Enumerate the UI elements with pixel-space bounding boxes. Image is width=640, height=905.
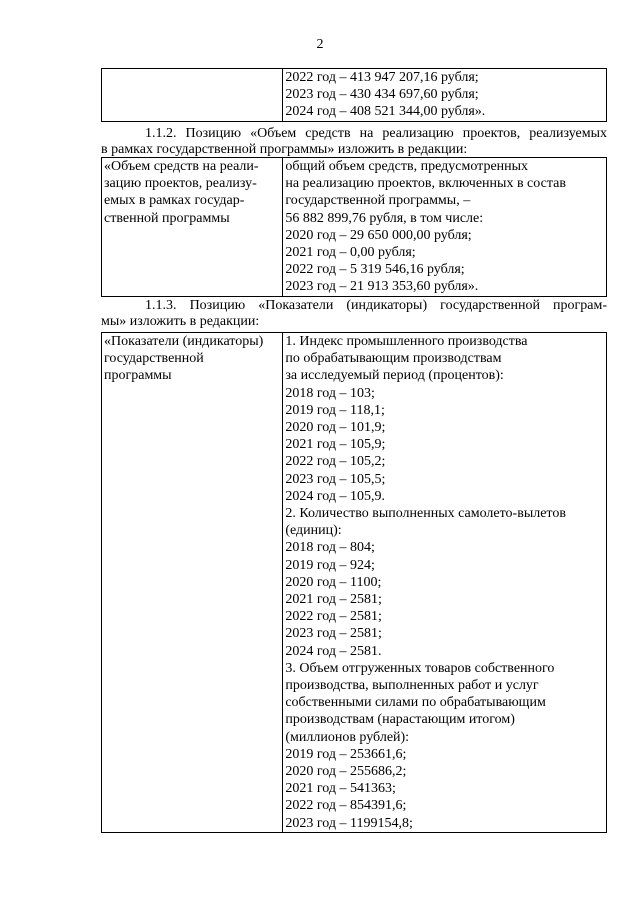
table-cell-value [283, 333, 607, 833]
cell-line: 1. Индекс промышленного производства [285, 334, 528, 349]
cell-line: 2023 год – 105,5; [285, 471, 386, 487]
cell-line: 2022 год – 854391,6; [285, 798, 407, 814]
cell-line: государственной [104, 351, 204, 367]
cell-line: за исследуемый период (процентов): [285, 368, 504, 384]
cell-line: 2024 год – 2581. [285, 643, 382, 659]
table-row [102, 333, 607, 833]
cell-line: собственными силами по обрабатывающим [285, 695, 546, 711]
cell-line: 2020 год – 29 650 000,00 рубля; [285, 227, 472, 243]
table-cell-value [283, 158, 607, 297]
cell-line: 56 882 899,76 рубля, в том числе: [285, 210, 484, 226]
cell-line: 2022 год – 2581; [285, 609, 382, 625]
cell-line: 2022 год – 105,2; [285, 454, 386, 470]
cell-line: государственной программы, – [285, 193, 471, 209]
table-cell-label [102, 69, 283, 122]
cell-line: 2018 год – 103; [285, 385, 375, 401]
cell-line: 2019 год – 924; [285, 557, 375, 573]
cell-line: 2023 год – 430 434 697,60 рубля; [285, 87, 479, 103]
cell-line: (единиц): [285, 523, 342, 539]
cell-line: 2023 год – 2581; [285, 626, 382, 642]
indicators-table [101, 332, 607, 833]
cell-line: 2021 год – 541363; [285, 781, 396, 797]
table-row [102, 158, 607, 297]
table-cell-value [283, 69, 607, 122]
cell-line: производствам (нарастающим итогом) [285, 712, 515, 728]
cell-line: «Показатели (индикаторы) [104, 334, 264, 349]
cell-line: зацию проектов, реализу- [104, 176, 257, 192]
cell-line: общий объем средств, предусмотренных [285, 159, 529, 174]
cell-line: 3. Объем отгруженных товаров собственного [285, 660, 555, 676]
cell-line: на реализацию проектов, включенных в состав [285, 176, 566, 192]
project-funds-table [101, 157, 607, 297]
cell-line: емых в рамках государ- [104, 193, 245, 209]
paragraph-line: 1.1.3. Позицию «Показатели (индикаторы) государственной програм- [145, 298, 607, 313]
cell-line: 2022 год – 413 947 207,16 рубля; [285, 70, 479, 85]
table-cell-label [102, 333, 283, 833]
cell-line: 2023 год – 21 913 353,60 рубля». [285, 279, 479, 295]
cell-line: 2023 год – 1199154,8; [285, 815, 413, 831]
cell-line: 2022 год – 5 319 546,16 рубля; [285, 262, 465, 278]
cell-line: «Объем средств на реали- [104, 159, 259, 174]
paragraph-1-1-3 [101, 298, 607, 329]
paragraph-line: мы» изложить в редакции: [101, 313, 260, 329]
paragraph-line: 1.1.2. Позицию «Объем средств на реализацию проектов, реализуемых [145, 126, 607, 141]
cell-line: программы [104, 368, 172, 384]
cell-line: 2021 год – 0,00 рубля; [285, 245, 416, 261]
cell-line: по обрабатывающим производствам [285, 351, 502, 367]
cell-line: 2021 год – 105,9; [285, 437, 386, 453]
cell-line: (миллионов рублей): [285, 729, 410, 745]
table-row [102, 69, 607, 122]
cell-line: 2019 год – 118,1; [285, 402, 385, 418]
cell-line: 2024 год – 105,9. [285, 488, 385, 504]
paragraph-1-1-2 [101, 126, 607, 157]
cell-line: 2020 год – 255686,2; [285, 764, 407, 780]
cell-line: 2020 год – 1100; [285, 574, 382, 590]
cell-line: 2021 год – 2581; [285, 592, 382, 608]
cell-line: 2024 год – 408 521 344,00 рубля». [285, 104, 486, 120]
cell-line: ственной программы [104, 210, 230, 226]
cell-line: 2020 год – 101,9; [285, 420, 386, 436]
cell-line: 2018 год – 804; [285, 540, 375, 556]
financing-table-continued [101, 68, 607, 122]
paragraph-line: в рамках государственной программы» изложить в редакции: [101, 141, 468, 157]
cell-line: производства, выполненных работ и услуг [285, 678, 539, 694]
cell-line: 2. Количество выполненных самолето-вылетов [285, 506, 566, 522]
page-number: 2 [316, 37, 324, 52]
table-cell-label [102, 158, 283, 297]
cell-line: 2019 год – 253661,6; [285, 746, 407, 762]
